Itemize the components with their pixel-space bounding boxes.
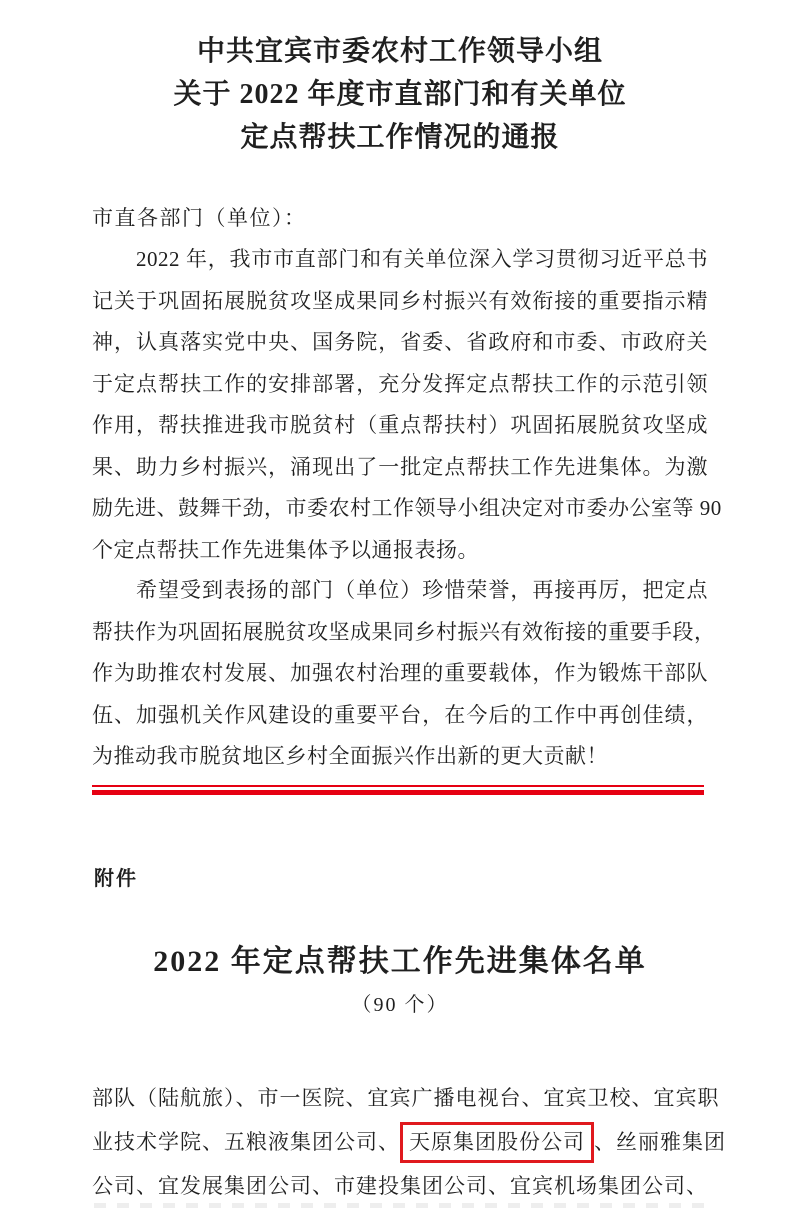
list-line-2-before: 业技术学院、五粮液集团公司、: [92, 1130, 400, 1154]
document-title: [0, 30, 800, 159]
attachment-label: 附件: [94, 868, 138, 890]
text-line: 中共宜宾市委农村工作领导小组: [196, 36, 603, 67]
text-line: 定点帮扶工作情况的通报: [240, 122, 560, 153]
list-line-2: [92, 1120, 726, 1164]
text-line: 帮扶作为巩固拓展脱贫攻坚成果同乡村振兴有效衔接的重要手段，: [92, 619, 716, 644]
text-line: 神，认真落实党中央、国务院，省委、省政府和市委、市政府关: [92, 330, 708, 354]
text-line: 伍、加强机关作风建设的重要平台，在今后的工作中再创佳绩，: [92, 702, 708, 727]
list-line-1: [92, 1076, 720, 1120]
salutation: 市直各部门（单位）：: [92, 206, 307, 230]
text-line: 励先进、鼓舞干劲，市委农村工作领导小组决定对市委办公室等 90: [92, 496, 722, 520]
text-line: 记关于巩固拓展脱贫攻坚成果同乡村振兴有效衔接的重要指示精: [92, 288, 708, 313]
text-line: 关于 2022 年度市直部门和有关单位: [173, 79, 627, 110]
text-line: 2022 年，我市市直部门和有关单位深入学习贯彻习近平总书: [136, 247, 708, 271]
red-separator-rule: [92, 785, 704, 795]
text-line: 作为助推农村发展、加强农村治理的重要载体，作为锻炼干部队: [92, 661, 708, 685]
text-line: 于定点帮扶工作的安排部署，充分发挥定点帮扶工作的示范引领: [92, 371, 708, 396]
text-line: 果、助力乡村振兴，涌现出了一批定点帮扶工作先进集体。为激: [92, 454, 708, 479]
list-line-2-after: 、丝丽雅集团: [594, 1130, 726, 1154]
body-paragraph-2: [92, 570, 716, 778]
list-line-3: [92, 1164, 708, 1208]
list-line-1-text: 部队（陆航旅）、市一医院、宜宾广播电视台、宜宾卫校、宜宾职: [92, 1086, 720, 1110]
attachment-subtitle: （90 个）: [351, 994, 449, 1016]
cutoff-next-line-strip: [94, 1203, 706, 1208]
text-line: 希望受到表扬的部门（单位）珍惜荣誉，再接再厉，把定点: [136, 578, 708, 602]
body-paragraph-1: [92, 239, 722, 571]
text-line: 为推动我市脱贫地区乡村全面振兴作出新的更大贡献！: [92, 744, 608, 768]
highlighted-company-box: 天原集团股份公司: [400, 1122, 594, 1163]
list-line-3-text: 公司、宜发展集团公司、市建投集团公司、宜宾机场集团公司、: [92, 1174, 708, 1198]
text-line: 个定点帮扶工作先进集体予以通报表扬。: [92, 537, 479, 562]
attachment-title: 2022 年定点帮扶工作先进集体名单: [153, 945, 647, 978]
awardee-list: [92, 1076, 726, 1208]
text-line: 作用，帮扶推进我市脱贫村（重点帮扶村）巩固拓展脱贫攻坚成: [92, 413, 708, 437]
